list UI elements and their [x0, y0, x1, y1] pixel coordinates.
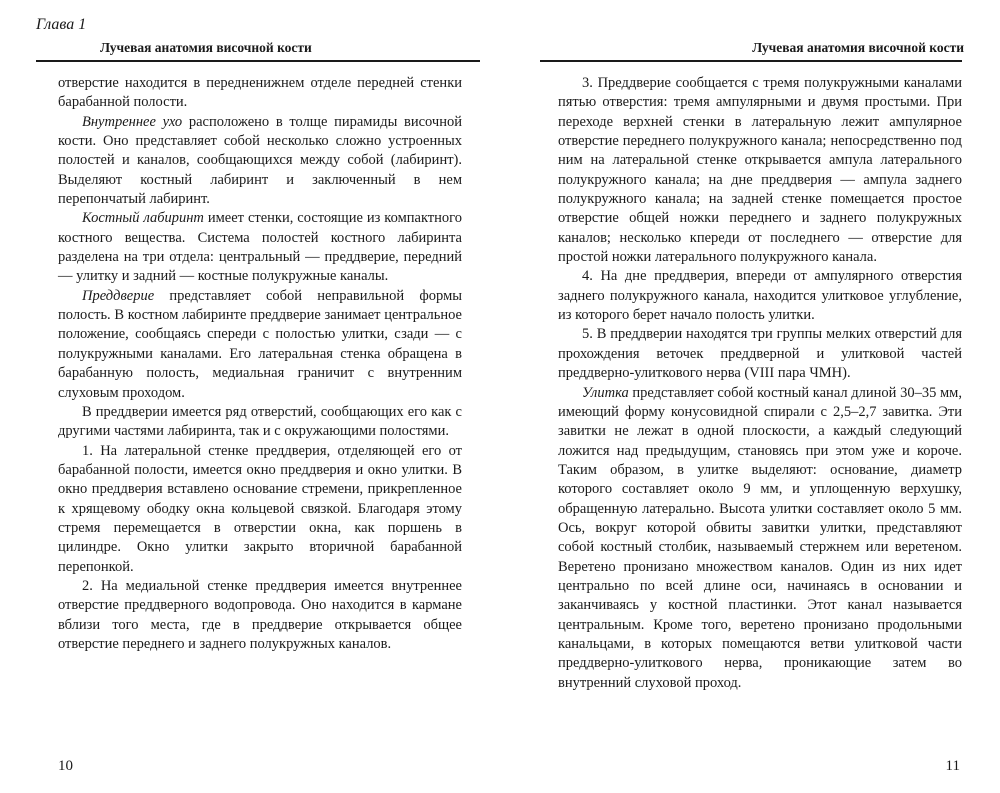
term: Улитка	[582, 384, 629, 401]
paragraph: Улитка представляет собой костный канал длиной 30–35 мм, имеющий форму конусовидной спирали с 2,5–2,7 завитка. Эти завитки не лежат в одной плоскости, а каждый следующий ложится над предыдущим, становясь при этом уже и короче. Таким образом, в улитке выделяют: основание, диаметр которого составляет около 9 мм, и уплощенную верхушку, обращенную латерально. Высота улитки составляет около 5 мм. Ось, вокруг которой обвиты завитки улитки, представляют собой костный столбик, называемый стержнем или веретеном. Веретено пронизано множеством каналов. Один из них идет центрально по всей длине оси, начинаясь в основании и заканчиваясь у костной пластинки. Этот канал называется центральным. Кроме того, веретено пронизано продольными канальцами, в которых помещаются ветви улитковой части преддверно-улиткового нерва, проникающие затем во внутренний слуховой проход.	[558, 384, 962, 691]
right-page-body	[558, 74, 962, 693]
paragraph: отверстие находится в передненижнем отделе передней стенки барабанной полости.	[58, 75, 462, 111]
term: Костный лабиринт	[82, 210, 204, 227]
paragraph: 4. На дне преддверия, впереди от ампулярного отверстия заднего полукружного канала, находится улитковое углубление, из которого берет начало полость улитки.	[558, 268, 962, 324]
paragraph: 5. В преддверии находятся три группы мелких отверстий для прохождения веточек преддверной и улитковой частей преддверно-улиткового нерва (VIII пара ЧМН).	[558, 326, 962, 382]
paragraph: Костный лабиринт имеет стенки, состоящие из компактного костного вещества. Система полостей костного лабиринта разделена на три отдела: центральный — преддверие, передний — улитку и задний — костные полукружные каналы.	[58, 210, 462, 285]
paragraph: Преддверие представляет собой неправильной формы полость. В костном лабиринте преддверие занимает центральное положение, сообщаясь спереди с полостью улитки, сзади — с полукружными каналами. Его латеральная стенка обращена в барабанную полость, медиальная граничит с внутренним слуховым проходом.	[58, 287, 462, 401]
paragraph: В преддверии имеется ряд отверстий, сообщающих его как с другими частями лабиринта, так и с окружающими полостями.	[58, 403, 462, 440]
page-number-left: 10	[58, 758, 73, 774]
paragraph: 1. На латеральной стенке преддверия, отделяющей его от барабанной полости, имеется окно преддверия и окно улитки. В окно преддверия вставлено основание стремени, прикрепленное к хрящевому ободку окна кольцевой связкой. Благодаря этому стремя перемещается в отверстии окна, как поршень в цилиндре. Окно улитки закрыто вторичной барабанной перепонкой.	[58, 442, 462, 575]
left-page-body	[58, 74, 462, 654]
chapter-label: Глава 1	[36, 16, 87, 33]
paragraph: 3. Преддверие сообщается с тремя полукружными каналами пятью отверстия: тремя ампулярными и двумя простыми. При переходе верхней стенки в латеральную лежит ампулярное отверстие переднего полукружного канала; непосредственно под ним на латеральной стенке открывается ампула латерального полукружного канала; на дне преддверия — ампула заднего полукружного канала; на задней стенке помещается простое отверстие общей ножки переднего и заднего полукружных каналов; несколько кпереди от последнего — отверстие для простой ножки латерального полукружного канала.	[558, 75, 962, 266]
term: Преддверие	[82, 287, 155, 304]
header-rule-right	[540, 60, 962, 62]
paragraph: Внутреннее ухо расположено в толще пирамиды височной кости. Оно представляет собой несколько сложно устроенных полостей и каналов, сообщающихся между собой (лабиринт). Выделяют костный лабиринт и заключенный в нем перепончатый лабиринт.	[58, 113, 462, 208]
term: Внутреннее ухо	[82, 113, 183, 130]
page-number-right: 11	[945, 758, 960, 774]
paragraph: 2. На медиальной стенке преддверия имеется внутреннее отверстие преддверного водопровода. Оно находится в кармане вблизи того места, где в преддверие открывается общее отверстие переднего и заднего полукружных каналов.	[58, 577, 462, 652]
header-rule-left	[36, 60, 480, 62]
running-head-left: Лучевая анатомия височной кости	[100, 40, 312, 55]
right-page	[500, 0, 1000, 793]
running-head-right: Лучевая анатомия височной кости	[752, 40, 964, 55]
